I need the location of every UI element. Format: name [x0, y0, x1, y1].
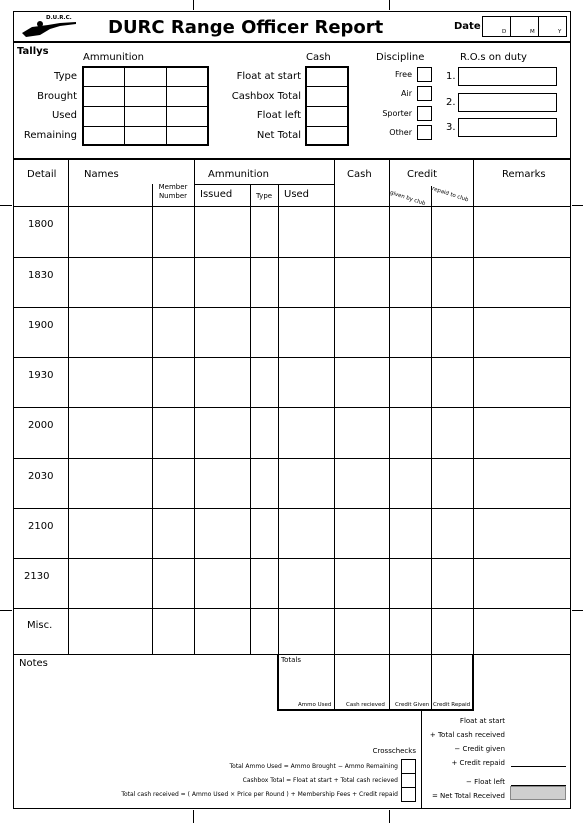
row-detail-2000: 2000 — [28, 420, 54, 431]
date-month-label: M — [530, 29, 535, 35]
grid-line — [82, 86, 209, 87]
col-header-issued: Issued — [200, 189, 233, 200]
table-column-line — [473, 159, 474, 710]
crosscheck-cashbox: Cashbox Total = Float at start + Total cash recieved — [242, 777, 398, 784]
discipline-label-air: Air — [401, 89, 412, 98]
discipline-label-other: Other — [389, 128, 412, 137]
total-credit-given: Credit Given — [395, 702, 430, 708]
col-header-remarks: Remarks — [502, 169, 546, 180]
cash-label-cashbox-total: Cashbox Total — [231, 91, 301, 102]
table-row-line — [13, 307, 571, 308]
col-header-credit: Credit — [407, 169, 438, 180]
total-ammo-used: Ammo Used — [298, 702, 332, 708]
crosscheck-ammo-checkbox[interactable] — [401, 759, 416, 774]
totals-label: Totals — [281, 656, 301, 664]
table-row-line — [13, 357, 571, 358]
crosscheck-cash-received: Total cash received = ( Ammo Used × Price per Round ) + Membership Fees + Credit repaid — [121, 791, 398, 798]
table-row-line — [13, 558, 571, 559]
section-divider — [13, 158, 571, 160]
crop-mark — [572, 610, 583, 611]
col-header-given-by-club: given by club — [389, 190, 427, 208]
logo-text: D.U.R.C. — [46, 15, 72, 21]
recon-float-left: − Float left — [466, 778, 505, 786]
table-column-line — [334, 159, 335, 710]
col-header-ammunition: Ammunition — [208, 169, 269, 180]
ro-1-field[interactable] — [458, 67, 557, 86]
table-row-line — [13, 508, 571, 509]
discipline-label-sporter: Sporter — [382, 109, 412, 118]
recon-credit-given: − Credit given — [454, 745, 505, 753]
ro-number-2: 2. — [446, 97, 456, 108]
recon-net-total: = Net Total Received — [431, 792, 505, 800]
cash-title: Cash — [306, 52, 331, 63]
row-detail-1900: 1900 — [28, 320, 54, 331]
table-column-line — [389, 159, 390, 710]
discipline-sporter-checkbox[interactable] — [417, 106, 432, 121]
crop-mark — [572, 205, 583, 206]
totals-box-edge — [277, 709, 474, 711]
crop-mark — [193, 0, 194, 10]
table-row-line — [13, 257, 571, 258]
ro-number-1: 1. — [446, 71, 456, 82]
grid-line — [305, 106, 349, 107]
crosschecks-title: Crosschecks — [372, 747, 416, 755]
discipline-other-checkbox[interactable] — [417, 125, 432, 140]
row-detail-1830: 1830 — [28, 270, 54, 281]
row-detail-misc: Misc. — [27, 620, 53, 631]
table-row-line — [13, 654, 571, 655]
ro-3-field[interactable] — [458, 118, 557, 137]
cash-label-float-left: Float left — [256, 110, 301, 121]
tally-label-brought: Brought — [37, 91, 77, 102]
discipline-title: Discipline — [376, 52, 425, 63]
row-detail-2130: 2130 — [24, 571, 50, 582]
ros-title: R.O.s on duty — [460, 52, 527, 63]
cash-label-float-start: Float at start — [236, 71, 301, 82]
ro-number-3: 3. — [446, 122, 456, 133]
row-detail-1930: 1930 — [28, 370, 54, 381]
grid-line — [82, 126, 209, 127]
tally-label-used: Used — [51, 110, 77, 121]
date-year-label: Y — [558, 29, 562, 35]
col-header-repaid: repaid to club — [431, 186, 470, 204]
discipline-label-free: Free — [395, 70, 412, 79]
recon-net-total-field[interactable] — [510, 786, 566, 800]
recon-float-start: Float at start — [459, 717, 505, 725]
date-day-label: D — [502, 29, 507, 35]
crosscheck-ammo: Total Ammo Used = Ammo Brought − Ammo Remaining — [229, 763, 398, 770]
club-logo — [20, 13, 80, 39]
table-column-line — [152, 184, 153, 655]
date-month-field[interactable] — [510, 16, 539, 37]
tally-label-remaining: Remaining — [23, 130, 77, 141]
tallys-title: Tallys — [17, 46, 49, 57]
total-cash-received: Cash recieved — [346, 702, 385, 708]
total-credit-repaid: Credit Repaid — [433, 702, 471, 708]
cash-label-net-total: Net Total — [256, 130, 301, 141]
table-row-line — [13, 407, 571, 408]
crosscheck-cashbox-checkbox[interactable] — [401, 773, 416, 788]
ammunition-tally-title: Ammunition — [83, 52, 144, 63]
header-divider — [13, 41, 571, 43]
col-header-names: Names — [84, 169, 119, 180]
col-header-cash: Cash — [347, 169, 372, 180]
table-row-line — [13, 206, 571, 207]
ro-2-field[interactable] — [458, 93, 557, 112]
table-column-line — [278, 184, 279, 710]
date-day-field[interactable] — [482, 16, 511, 37]
table-row-line — [13, 608, 571, 609]
recon-credit-repaid-line — [511, 766, 566, 767]
grid-line — [82, 106, 209, 107]
crop-mark — [0, 205, 12, 206]
col-header-used: Used — [284, 189, 310, 200]
recon-total-cash: + Total cash received — [429, 731, 505, 739]
col-header-detail: Detail — [27, 169, 57, 180]
page-title: DURC Range Officer Report — [108, 17, 384, 38]
discipline-air-checkbox[interactable] — [417, 86, 432, 101]
reconciliation-divider — [421, 711, 422, 809]
discipline-free-checkbox[interactable] — [417, 67, 432, 82]
crop-mark — [389, 810, 390, 823]
crop-mark — [193, 810, 194, 823]
row-detail-1800: 1800 — [28, 219, 54, 230]
totals-box-edge — [472, 655, 474, 711]
table-column-line — [250, 184, 251, 655]
date-year-field[interactable] — [538, 16, 567, 37]
recon-credit-repaid: + Credit repaid — [451, 759, 505, 767]
date-label: Date — [454, 21, 481, 32]
row-detail-2030: 2030 — [28, 471, 54, 482]
grid-line — [305, 86, 349, 87]
table-subheader-line — [194, 184, 334, 185]
notes-label: Notes — [19, 658, 48, 669]
crop-mark — [0, 610, 12, 611]
crosscheck-cash-received-checkbox[interactable] — [401, 787, 416, 802]
grid-line — [305, 126, 349, 127]
col-header-member-number: Member Number — [158, 183, 188, 200]
totals-box-edge — [277, 655, 279, 711]
table-column-line — [431, 186, 432, 710]
col-header-type: Type — [256, 192, 273, 200]
tally-label-type: Type — [54, 71, 77, 82]
crop-mark — [389, 0, 390, 10]
table-row-line — [13, 458, 571, 459]
row-detail-2100: 2100 — [28, 521, 54, 532]
